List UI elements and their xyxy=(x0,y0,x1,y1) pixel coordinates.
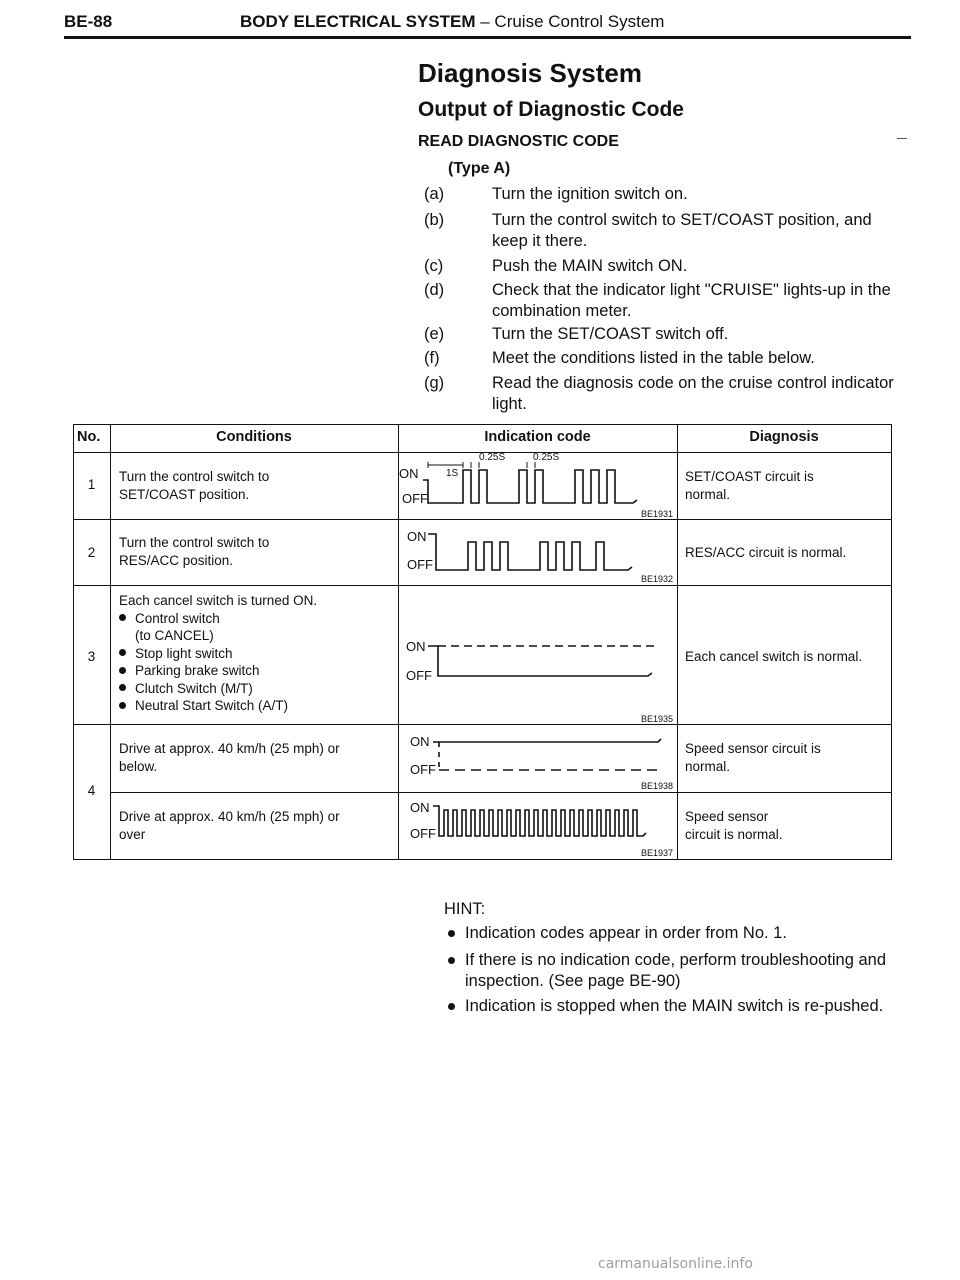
row-diagnosis xyxy=(685,544,846,562)
header-indication-code: Indication code xyxy=(484,429,591,445)
margin-mark xyxy=(897,138,907,139)
heading-read-code: READ DIAGNOSTIC CODE xyxy=(418,133,619,150)
section-title xyxy=(240,12,664,32)
row-divider xyxy=(73,585,892,586)
waveform-code-4 xyxy=(433,730,673,780)
row-divider xyxy=(73,519,892,520)
waveform-code-1 xyxy=(423,456,673,512)
header-no: No. xyxy=(77,429,101,445)
section-title-rest: – Cruise Control System xyxy=(475,12,665,31)
diagnosis-line: circuit is normal. xyxy=(685,826,783,842)
bullet-icon xyxy=(119,667,126,674)
bullet-item xyxy=(119,697,317,715)
figure-ref: BE1938 xyxy=(641,781,674,791)
row-diagnosis xyxy=(685,740,821,775)
row-number: 4 xyxy=(87,783,96,798)
step-text: Meet the conditions listed in the table below. xyxy=(492,349,815,367)
watermark: carmanualsonline.info xyxy=(598,1256,753,1272)
figure-ref: BE1932 xyxy=(641,574,674,584)
step-text: Check that the indicator light "CRUISE" lights-up in the combination meter. xyxy=(492,281,891,320)
step-label: (f) xyxy=(424,349,440,367)
type-label: (Type A) xyxy=(448,160,511,177)
step-text: Turn the SET/COAST switch off. xyxy=(492,325,729,343)
row-number: 1 xyxy=(87,477,96,492)
bullet-text: Clutch Switch (M/T) xyxy=(135,680,253,696)
hint-text: Indication is stopped when the MAIN switch is re-pushed. xyxy=(465,997,884,1015)
step-text: Read the diagnosis code on the cruise control indicator light. xyxy=(492,374,894,413)
row-diagnosis xyxy=(685,468,814,503)
step-text: Turn the ignition switch on. xyxy=(492,185,688,203)
diagnosis-line: SET/COAST circuit is xyxy=(685,469,814,484)
step-text: Push the MAIN switch ON. xyxy=(492,257,688,275)
bullet-item xyxy=(119,662,317,680)
bullet-item xyxy=(119,610,317,628)
section-title-bold: BODY ELECTRICAL SYSTEM xyxy=(240,12,476,31)
figure-ref: BE1931 xyxy=(641,509,674,519)
condition-line: SET/COAST position. xyxy=(119,486,250,502)
bullet-text: Stop light switch xyxy=(135,645,233,661)
waveform-code-2 xyxy=(428,524,673,580)
on-label: ON xyxy=(410,800,430,815)
timing-1s: 1S xyxy=(446,468,459,479)
table-border-bottom xyxy=(73,859,892,860)
diagnosis-line: normal. xyxy=(685,486,731,502)
diagnosis-line: Speed sensor circuit is xyxy=(685,741,821,756)
condition-line: over xyxy=(119,826,146,842)
diagnosis-table xyxy=(73,424,892,860)
row-conditions xyxy=(119,592,317,715)
row-number: 2 xyxy=(87,545,96,560)
col-divider xyxy=(677,424,678,860)
table-border-right xyxy=(891,424,892,860)
bullet-icon xyxy=(448,957,455,964)
heading-output-code: Output of Diagnostic Code xyxy=(418,98,684,121)
condition-line: Turn the control switch to xyxy=(119,535,270,550)
off-label: OFF xyxy=(406,668,432,683)
header-rule xyxy=(64,36,911,39)
header-conditions: Conditions xyxy=(216,429,292,445)
bullet-text: Parking brake switch xyxy=(135,663,260,678)
step-label: (g) xyxy=(424,374,445,392)
diagnosis-line: Speed sensor xyxy=(685,809,769,824)
step-label: (a) xyxy=(424,185,445,203)
hint-text: If there is no indication code, perform troubleshooting and inspection. (See page BE-90) xyxy=(465,951,887,990)
row-conditions xyxy=(119,468,269,503)
on-label: ON xyxy=(406,639,426,654)
step-text: Turn the control switch to SET/COAST position, and keep it there. xyxy=(492,211,872,250)
bullet-item xyxy=(119,645,317,663)
bullet-item xyxy=(119,680,317,698)
on-label: ON xyxy=(407,529,427,544)
diagnosis-line: RES/ACC circuit is normal. xyxy=(685,545,847,560)
waveform-code-5 xyxy=(433,798,673,848)
step-label: (c) xyxy=(424,257,444,275)
bullet-icon xyxy=(119,684,126,691)
row-diagnosis xyxy=(685,808,783,843)
bullet-text: Neutral Start Switch (A/T) xyxy=(135,698,289,713)
condition-line: Drive at approx. 40 km/h (25 mph) or xyxy=(119,809,340,824)
heading-diagnosis-system: Diagnosis System xyxy=(418,58,642,88)
off-label: OFF xyxy=(402,491,428,506)
col-divider xyxy=(110,424,111,860)
condition-line: RES/ACC position. xyxy=(119,552,234,568)
row-conditions xyxy=(119,740,340,775)
page-number: BE-88 xyxy=(64,12,113,31)
diagnosis-line: Each cancel switch is normal. xyxy=(685,649,863,664)
bullet-icon xyxy=(448,930,455,937)
on-label: ON xyxy=(410,734,430,749)
header-diagnosis: Diagnosis xyxy=(749,429,819,445)
waveform-code-3 xyxy=(428,636,673,686)
col-divider xyxy=(398,424,399,860)
table-border-top xyxy=(73,424,892,425)
step-label: (b) xyxy=(424,211,445,229)
bullet-text: Control switch xyxy=(135,610,220,626)
diagnosis-line: normal. xyxy=(685,758,731,774)
condition-line: Drive at approx. 40 km/h (25 mph) or xyxy=(119,741,340,756)
off-label: OFF xyxy=(410,826,436,841)
row-diagnosis xyxy=(685,648,862,666)
bullet-icon xyxy=(119,614,126,621)
off-label: OFF xyxy=(407,557,433,572)
bullet-icon xyxy=(119,649,126,656)
condition-line: below. xyxy=(119,758,158,774)
bullet-continuation: (to CANCEL) xyxy=(135,628,214,643)
off-label: OFF xyxy=(410,762,436,777)
row-divider xyxy=(110,792,892,793)
row-conditions xyxy=(119,808,340,843)
on-label: ON xyxy=(399,466,419,481)
step-label: (d) xyxy=(424,281,445,299)
condition-line: Each cancel switch is turned ON. xyxy=(119,593,318,608)
hint-text: Indication codes appear in order from No. 1. xyxy=(465,924,787,942)
figure-ref: BE1935 xyxy=(641,714,674,724)
row-number: 3 xyxy=(87,649,96,664)
timing-025s: 0.25S xyxy=(533,452,560,463)
bullet-icon xyxy=(119,702,126,709)
row-divider xyxy=(73,724,892,725)
condition-line: Turn the control switch to xyxy=(119,469,270,484)
row-conditions xyxy=(119,534,269,569)
bullet-icon xyxy=(448,1003,455,1010)
figure-ref: BE1937 xyxy=(641,848,674,858)
hint-title: HINT: xyxy=(444,900,486,918)
step-label: (e) xyxy=(424,325,445,343)
timing-025s: 0.25S xyxy=(479,452,506,463)
